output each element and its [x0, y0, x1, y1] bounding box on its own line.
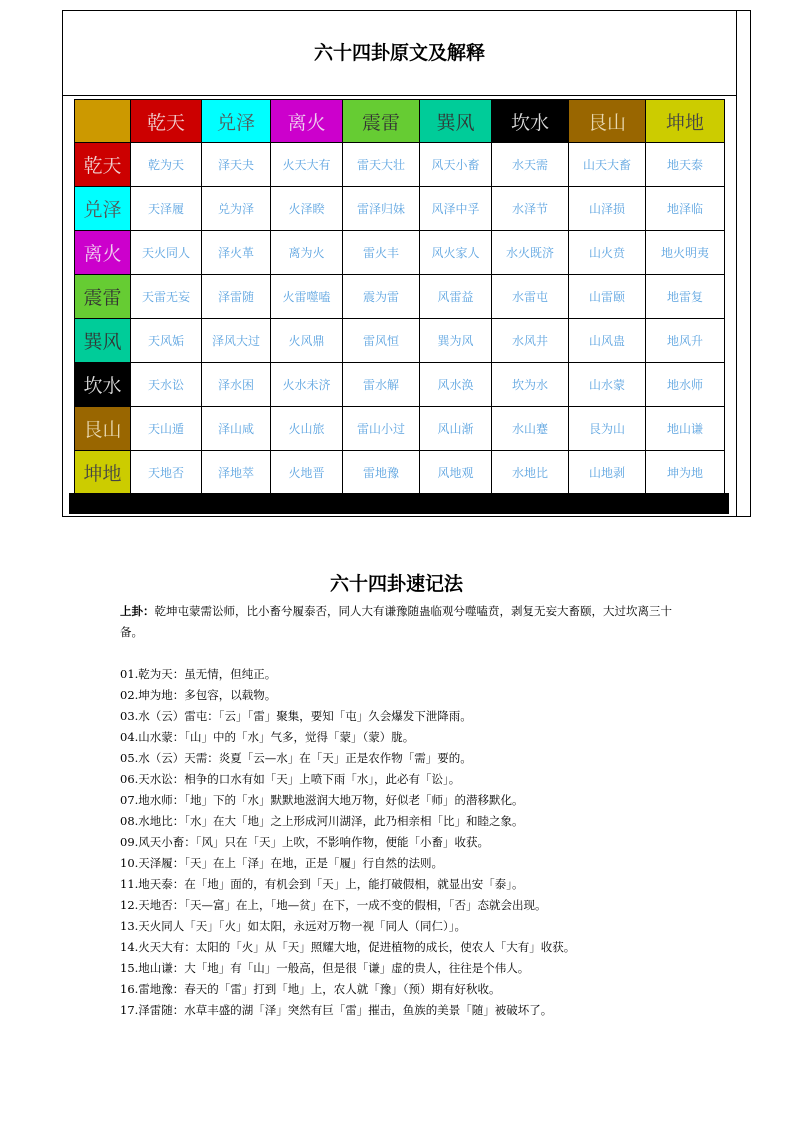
hexagram-cell: 火水未济	[271, 363, 343, 407]
hexagram-cell: 水风井	[492, 319, 569, 363]
hexagram-cell: 震为雷	[343, 275, 420, 319]
row-header: 艮山	[75, 407, 131, 451]
intro-label: 上卦：	[120, 604, 155, 618]
row-header: 巽风	[75, 319, 131, 363]
hexagram-cell: 地天泰	[646, 143, 725, 187]
mnemonic-item: 10.天泽履：「天」在上「泽」在地，正是「履」行自然的法则。	[120, 856, 444, 870]
hexagram-cell: 天地否	[131, 451, 202, 495]
hexagram-cell: 天泽履	[131, 187, 202, 231]
hexagram-cell: 水泽节	[492, 187, 569, 231]
mnemonic-item: 17.泽雷随：水草丰盛的湖「泽」突然有巨「雷」摧击，鱼族的美景「随」被破坏了。	[120, 1003, 553, 1017]
hexagram-cell: 泽风大过	[202, 319, 271, 363]
hexagram-cell: 雷泽归妹	[343, 187, 420, 231]
section-title: 六十四卦速记法	[329, 573, 463, 595]
table-row	[75, 407, 725, 451]
hexagram-cell: 天山遁	[131, 407, 202, 451]
hexagram-cell: 水雷屯	[492, 275, 569, 319]
hexagram-cell: 巽为风	[420, 319, 492, 363]
frame-divider	[736, 10, 737, 517]
table-footer-bar	[69, 493, 729, 514]
mnemonic-item: 14.火天大有：太阳的「火」从「天」照耀大地，促进植物的成长，使农人「大有」收获。	[120, 940, 576, 954]
hexagram-cell: 地风升	[646, 319, 725, 363]
hexagram-cell: 雷火丰	[343, 231, 420, 275]
column-header: 震雷	[343, 100, 420, 143]
table-row	[75, 451, 725, 495]
table-row	[75, 231, 725, 275]
hexagram-cell: 火山旅	[271, 407, 343, 451]
row-header: 乾天	[75, 143, 131, 187]
row-header: 离火	[75, 231, 131, 275]
hexagram-cell: 火雷噬嗑	[271, 275, 343, 319]
hexagram-cell: 雷山小过	[343, 407, 420, 451]
mnemonic-item: 16.雷地豫：春天的「雷」打到「地」上，农人就「豫」（预）期有好秋收。	[120, 982, 501, 996]
table-row	[75, 319, 725, 363]
hexagram-cell: 水山蹇	[492, 407, 569, 451]
hexagram-cell: 地雷复	[646, 275, 725, 319]
mnemonic-item: 03.水（云）雷屯：「云」「雷」聚集，要知「屯」久会爆发下泄降雨。	[120, 709, 472, 723]
table-row	[75, 187, 725, 231]
hexagram-cell: 火天大有	[271, 143, 343, 187]
column-header: 艮山	[569, 100, 646, 143]
hexagram-cell: 水天需	[492, 143, 569, 187]
column-header: 兑泽	[202, 100, 271, 143]
row-header: 兑泽	[75, 187, 131, 231]
row-header: 震雷	[75, 275, 131, 319]
hexagram-table	[74, 99, 725, 495]
hexagram-cell: 山地剥	[569, 451, 646, 495]
hexagram-cell: 风雷益	[420, 275, 492, 319]
hexagram-cell: 雷风恒	[343, 319, 420, 363]
mnemonic-item: 01.乾为天：虽无情，但纯正。	[120, 667, 277, 681]
hexagram-cell: 水火既济	[492, 231, 569, 275]
mnemonic-item: 15.地山谦：大「地」有「山」一般高，但是很「谦」虚的贵人，往往是个伟人。	[120, 961, 530, 975]
hexagram-cell: 地火明夷	[646, 231, 725, 275]
hexagram-cell: 风水涣	[420, 363, 492, 407]
hexagram-cell: 天水讼	[131, 363, 202, 407]
hexagram-cell: 艮为山	[569, 407, 646, 451]
hexagram-cell: 雷水解	[343, 363, 420, 407]
hexagram-cell: 山天大畜	[569, 143, 646, 187]
hexagram-cell: 火地晋	[271, 451, 343, 495]
hexagram-cell: 天雷无妄	[131, 275, 202, 319]
hexagram-cell: 天风姤	[131, 319, 202, 363]
hexagram-cell: 泽雷随	[202, 275, 271, 319]
page-title: 六十四卦原文及解释	[313, 42, 485, 64]
mnemonic-text	[120, 601, 680, 1021]
corner-cell	[75, 100, 131, 143]
column-header: 坎水	[492, 100, 569, 143]
mnemonic-item: 02.坤为地：多包容，以载物。	[120, 688, 277, 702]
hexagram-cell: 雷天大壮	[343, 143, 420, 187]
table-row	[75, 275, 725, 319]
hexagram-cell: 泽地萃	[202, 451, 271, 495]
hexagram-cell: 地水师	[646, 363, 725, 407]
mnemonic-item: 12.天地否：「天—富」在上，「地—贫」在下，一成不变的假相，「否」态就会出现。	[120, 898, 547, 912]
mnemonic-item: 11.地天泰：在「地」面的，有机会到「天」上，能打破假相，就显出安「泰」。	[120, 877, 524, 891]
column-header: 坤地	[646, 100, 725, 143]
mnemonic-item: 13.天火同人「天」「火」如太阳，永远对万物一视「同人（同仁）」。	[120, 919, 467, 933]
mnemonic-item: 06.天水讼：相争的口水有如「天」上喷下雨「水」，此必有「讼」。	[120, 772, 461, 786]
hexagram-cell: 天火同人	[131, 231, 202, 275]
hexagram-cell: 坎为水	[492, 363, 569, 407]
hexagram-cell: 地山谦	[646, 407, 725, 451]
hexagram-cell: 山水蒙	[569, 363, 646, 407]
hexagram-cell: 水地比	[492, 451, 569, 495]
hexagram-cell: 风泽中孚	[420, 187, 492, 231]
hexagram-cell: 坤为地	[646, 451, 725, 495]
table-row	[75, 143, 725, 187]
intro-text: 乾坤屯蒙需讼师，比小畜兮履泰否，同人大有谦豫随蛊临观兮噬嗑贲，剥复无妄大畜颐，大过坎离三十备。	[120, 604, 672, 639]
hexagram-cell: 风火家人	[420, 231, 492, 275]
row-header: 坎水	[75, 363, 131, 407]
hexagram-cell: 地泽临	[646, 187, 725, 231]
hexagram-cell: 山风蛊	[569, 319, 646, 363]
mnemonic-item: 05.水（云）天需：炎夏「云—水」在「天」正是农作物「需」要的。	[120, 751, 472, 765]
hexagram-cell: 山火贲	[569, 231, 646, 275]
hexagram-cell: 风山渐	[420, 407, 492, 451]
hexagram-cell: 雷地豫	[343, 451, 420, 495]
mnemonic-item: 07.地水师：「地」下的「水」默默地滋润大地万物，好似老「师」的潜移默化。	[120, 793, 524, 807]
column-header: 离火	[271, 100, 343, 143]
mnemonic-item: 08.水地比：「水」在大「地」之上形成河川湖泽，此乃相亲相「比」和睦之象。	[120, 814, 524, 828]
hexagram-cell: 山泽损	[569, 187, 646, 231]
hexagram-cell: 风地观	[420, 451, 492, 495]
hexagram-cell: 离为火	[271, 231, 343, 275]
row-header: 坤地	[75, 451, 131, 495]
hexagram-cell: 泽火革	[202, 231, 271, 275]
hexagram-cell: 泽山咸	[202, 407, 271, 451]
intro-paragraph	[120, 601, 680, 643]
mnemonic-item: 09.风天小畜：「风」只在「天」上吹，不影响作物，便能「小畜」收获。	[120, 835, 490, 849]
column-header: 乾天	[131, 100, 202, 143]
hexagram-cell: 风天小畜	[420, 143, 492, 187]
hexagram-cell: 火风鼎	[271, 319, 343, 363]
hexagram-cell: 火泽睽	[271, 187, 343, 231]
hexagram-cell: 乾为天	[131, 143, 202, 187]
hexagram-cell: 泽水困	[202, 363, 271, 407]
table-row	[75, 363, 725, 407]
hexagram-cell: 山雷颐	[569, 275, 646, 319]
title-divider	[62, 95, 737, 96]
hexagram-cell: 泽天夬	[202, 143, 271, 187]
hexagram-cell: 兑为泽	[202, 187, 271, 231]
mnemonic-item: 04.山水蒙：「山」中的「水」气多，觉得「蒙」（蒙）胧。	[120, 730, 415, 744]
column-header: 巽风	[420, 100, 492, 143]
